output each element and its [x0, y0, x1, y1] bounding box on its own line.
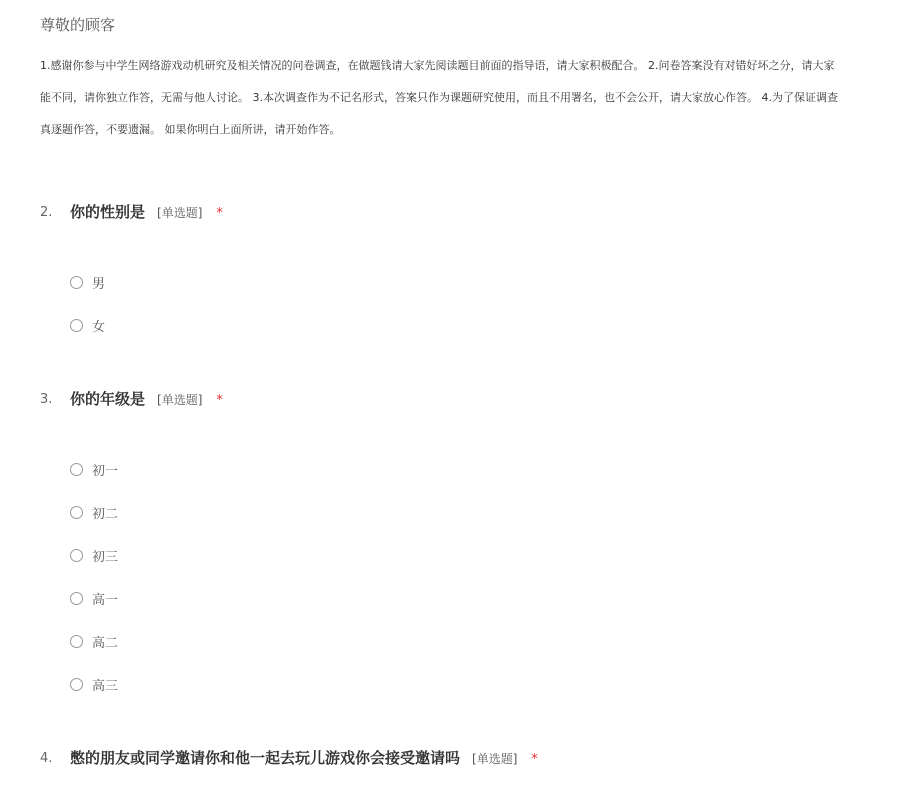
question-type-badge: [单选题]: [157, 206, 203, 220]
intro-line-2: 能不同，请你独立作答，无需与他人讨论。 3.本次调查作为不记名形式，答案只作为课题研究使用，而且不用署名，也不会公开，请大家放心作答。 4.为了保证调查: [40, 91, 838, 104]
radio-button[interactable]: [70, 276, 83, 289]
option-label: 高一: [92, 592, 119, 608]
option-grade-12[interactable]: [70, 674, 118, 694]
radio-button[interactable]: [70, 635, 83, 648]
option-label: 初一: [92, 463, 119, 479]
option-grade-9[interactable]: [70, 545, 118, 565]
question-type-badge: [单选题]: [472, 752, 518, 766]
option-label: 高二: [92, 635, 119, 651]
option-female[interactable]: [70, 315, 105, 335]
required-asterisk: *: [216, 206, 223, 221]
question-title: 憋的朋友或同学邀请你和他一起去玩儿游戏你会接受邀请吗: [70, 749, 461, 767]
option-label: 初二: [92, 506, 119, 522]
option-label: 高三: [92, 678, 119, 694]
question-title: 你的性别是: [70, 203, 146, 221]
option-grade-8[interactable]: [70, 502, 118, 522]
intro-line-3: 真逐题作答，不要遗漏。 如果你明白上面所讲，请开始作答。: [40, 123, 341, 136]
option-grade-10[interactable]: [70, 588, 118, 608]
option-grade-7[interactable]: [70, 459, 118, 479]
radio-button[interactable]: [70, 319, 83, 332]
option-label: 初三: [92, 549, 119, 565]
option-grade-11[interactable]: [70, 631, 118, 651]
required-asterisk: *: [216, 393, 223, 408]
radio-button[interactable]: [70, 678, 83, 691]
question-number: 3.: [40, 392, 53, 407]
option-male[interactable]: [70, 272, 105, 292]
question-number: 2.: [40, 205, 53, 220]
radio-button[interactable]: [70, 463, 83, 476]
question-title: 你的年级是: [70, 390, 146, 408]
intro-line-1: 1.感谢你参与中学生网络游戏动机研究及相关情况的问卷调查，在做题钱请大家先阅读题目前面的指导语，请大家积极配合。 2.问卷答案没有对错好坏之分，请大家: [40, 59, 835, 72]
greeting-heading: 尊敬的顾客: [40, 16, 116, 34]
required-asterisk: *: [531, 752, 538, 767]
radio-button[interactable]: [70, 549, 83, 562]
option-label: 男: [92, 276, 106, 292]
question-number: 4.: [40, 751, 53, 766]
radio-button[interactable]: [70, 592, 83, 605]
option-label: 女: [92, 319, 106, 335]
radio-button[interactable]: [70, 506, 83, 519]
question-type-badge: [单选题]: [157, 393, 203, 407]
